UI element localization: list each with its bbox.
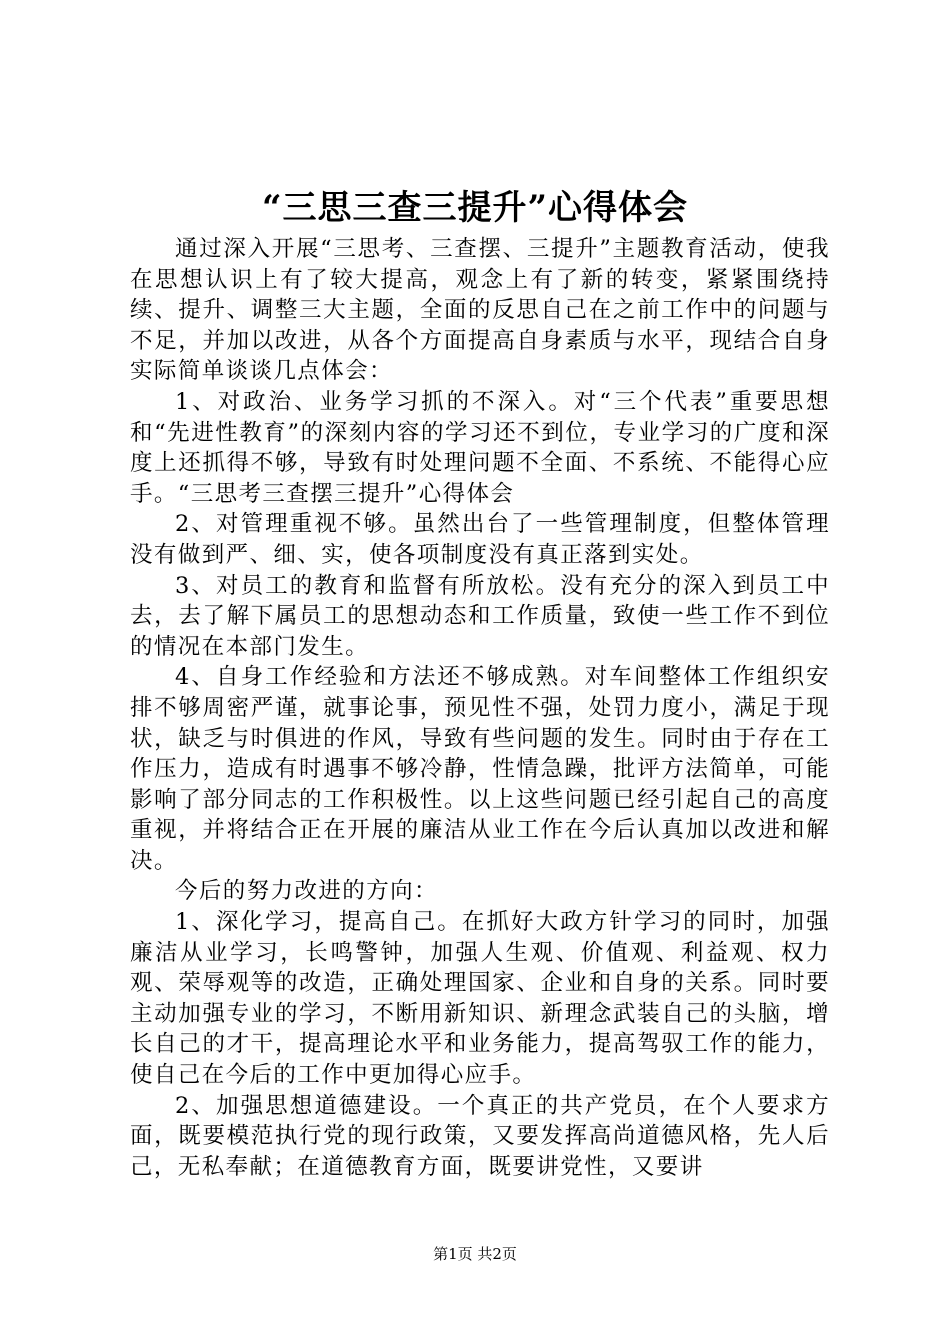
document-body <box>130 234 830 1182</box>
paragraph-problem-1: 1、对政治、业务学习抓的不深入。对“三个代表”重要思想和“先进性教育”的深刻内容的学习还不到位，专业学习的广度和深度上还抓得不够，导致有时处理问题不全面、不系统、不能得心应手。“三思考三查摆三提升”心得体会 <box>130 388 830 507</box>
paragraph-improvement-2: 2、加强思想道德建设。一个真正的共产党员，在个人要求方面，既要模范执行党的现行政策，又要发挥高尚道德风格，先人后己，无私奉献；在道德教育方面，既要讲党性，又要讲 <box>130 1092 830 1180</box>
paragraph-problem-3: 3、对员工的教育和监督有所放松。没有充分的深入到员工中去，去了解下属员工的思想动态和工作质量，致使一些工作不到位的情况在本部门发生。 <box>130 572 830 660</box>
page-number-footer: 第1页 共2页 <box>433 1245 517 1263</box>
paragraph-improvement-1: 1、深化学习，提高自己。在抓好大政方针学习的同时，加强廉洁从业学习，长鸣警钟，加强人生观、价值观、利益观、权力观、荣辱观等的改造，正确处理国家、企业和自身的关系。同时要主动加强专业的学习，不断用新知识、新理念武装自己的头脑，增长自己的才干，提高理论水平和业务能力，提高驾驭工作的能力，使自己在今后的工作中更加得心应手。 <box>130 909 830 1089</box>
paragraph-problem-2: 2、对管理重视不够。虽然出台了一些管理制度，但整体管理没有做到严、细、实，使各项制度没有真正落到实处。 <box>130 511 830 568</box>
paragraph-improvement-heading: 今后的努力改进的方向： <box>175 878 438 905</box>
paragraph-problem-4: 4、自身工作经验和方法还不够成熟。对车间整体工作组织安排不够周密严谨，就事论事，预见性不强，处罚力度小，满足于现状，缺乏与时俱进的作风，导致有些问题的发生。同时由于存在工作压力，造成有时遇事不够冷静，性情急躁，批评方法简单，可能影响了部分同志的工作积极性。以上这些问题已经引起自己的高度重视，并将结合正在开展的廉洁从业工作在今后认真加以改进和解决。 <box>130 664 830 874</box>
paragraph-intro: 通过深入开展“三思考、三查摆、三提升”主题教育活动，使我在思想认识上有了较大提高，观念上有了新的转变，紧紧围绕持续、提升、调整三大主题，全面的反思自己在之前工作中的问题与不足，并加以改进，从各个方面提高自身素质与水平，现结合自身实际简单谈谈几点体会： <box>130 236 830 385</box>
document-title: “三思三查三提升”心得体会 <box>261 188 689 228</box>
